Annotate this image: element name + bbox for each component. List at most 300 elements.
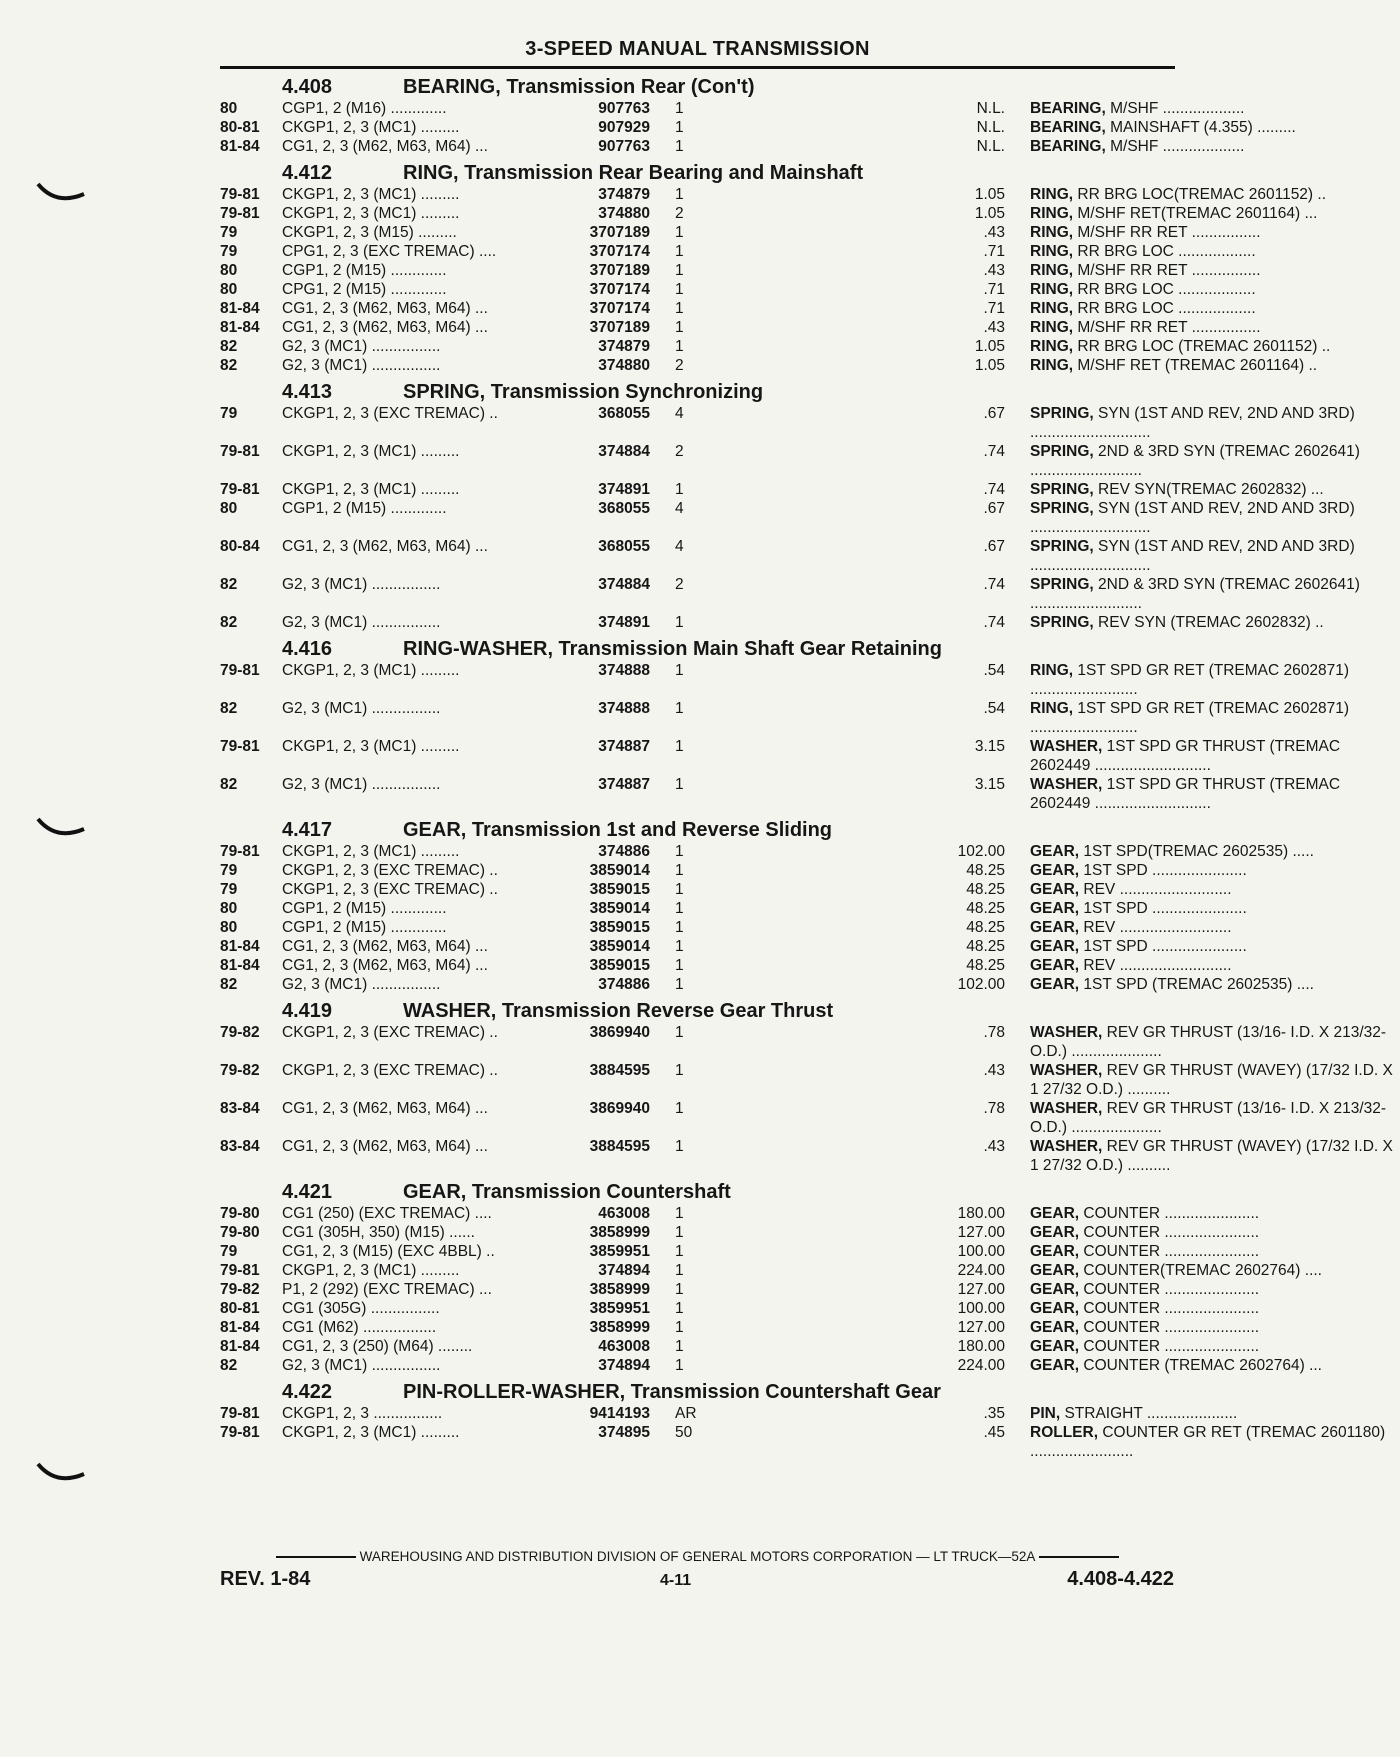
part-description	[1030, 613, 1400, 632]
description-keyword: GEAR,	[1030, 1224, 1080, 1241]
section-title: GEAR, Transmission Countershaft	[403, 1181, 731, 1203]
price: 224.00	[957, 1262, 1005, 1279]
quantity: 1	[675, 119, 684, 136]
table-row	[220, 956, 1232, 975]
part-description	[1030, 1423, 1400, 1461]
price: .67	[983, 405, 1005, 422]
model-year: 80	[220, 100, 238, 117]
section-header	[220, 632, 1175, 661]
quantity: 1	[675, 1024, 684, 1041]
model-year: 80	[220, 900, 238, 917]
part-description	[1030, 318, 1400, 337]
table-row	[220, 880, 1232, 899]
description-keyword: GEAR,	[1030, 1205, 1080, 1222]
quantity: 1	[675, 776, 684, 793]
section-number: 4.408	[282, 76, 333, 98]
section-title: PIN-ROLLER-WASHER, Transmission Countershaft Gear	[403, 1381, 941, 1403]
parts-list	[220, 70, 1393, 1461]
part-number: 463008	[598, 1205, 650, 1222]
model-year: 79	[220, 1243, 238, 1260]
model-code: CKGP1, 2, 3 (MC1) .........	[282, 205, 460, 222]
price: .67	[983, 538, 1005, 555]
description-text: 1ST SPD GR RET (TREMAC 2602871) .........................	[1030, 662, 1349, 698]
table-row	[220, 404, 1355, 442]
part-description	[1030, 956, 1400, 975]
part-number: 374879	[598, 186, 650, 203]
table-row	[220, 1404, 1238, 1423]
price: 3.15	[974, 738, 1005, 755]
model-code: G2, 3 (MC1) ................	[282, 338, 441, 355]
model-year: 79	[220, 243, 238, 260]
table-row	[220, 1356, 1322, 1375]
description-keyword: SPRING,	[1030, 443, 1094, 460]
price: .71	[983, 281, 1005, 298]
description-keyword: GEAR,	[1030, 919, 1080, 936]
section-header	[220, 1175, 1175, 1204]
description-text: REV GR THRUST (13/16- I.D. X 213/32- O.D.) .....................	[1030, 1100, 1387, 1136]
section-number: 4.412	[282, 162, 333, 184]
price: 1.05	[974, 357, 1005, 374]
model-code: CKGP1, 2, 3 (MC1) .........	[282, 186, 460, 203]
description-text: COUNTER ......................	[1079, 1338, 1260, 1355]
part-number: 9414193	[589, 1405, 650, 1422]
description-keyword: RING,	[1030, 224, 1074, 241]
table-row	[220, 185, 1327, 204]
model-year: 79-82	[220, 1024, 260, 1041]
part-number: 374880	[598, 357, 650, 374]
description-keyword: RING,	[1030, 700, 1074, 717]
table-row	[220, 937, 1247, 956]
description-keyword: GEAR,	[1030, 1319, 1080, 1336]
model-year: 83-84	[220, 1138, 260, 1155]
description-keyword: BEARING,	[1030, 119, 1106, 136]
part-description	[1030, 1242, 1400, 1261]
part-description	[1030, 1061, 1400, 1099]
model-year: 79-80	[220, 1224, 260, 1241]
model-year: 79-81	[220, 662, 260, 679]
section-number: 4.416	[282, 638, 333, 660]
model-code: G2, 3 (MC1) ................	[282, 700, 441, 717]
part-description	[1030, 1137, 1400, 1175]
model-year: 79-81	[220, 1405, 260, 1422]
part-number: 3859014	[589, 938, 650, 955]
description-text: MAINSHAFT (4.355) .........	[1105, 119, 1296, 136]
part-description	[1030, 204, 1400, 223]
part-description	[1030, 442, 1400, 480]
description-keyword: SPRING,	[1030, 500, 1094, 517]
table-row	[220, 899, 1247, 918]
quantity: 1	[675, 1281, 684, 1298]
table-row	[220, 280, 1256, 299]
table-row	[220, 337, 1331, 356]
part-description	[1030, 1337, 1400, 1356]
footer-division-text: WAREHOUSING AND DISTRIBUTION DIVISION OF GENERAL MOTORS CORPORATION — LT TRUCK—52A	[359, 1549, 1036, 1564]
part-description	[1030, 404, 1400, 442]
model-code: CKGP1, 2, 3 (MC1) .........	[282, 843, 460, 860]
model-year: 81-84	[220, 138, 260, 155]
description-text: SYN (1ST AND REV, 2ND AND 3RD) ............................	[1030, 538, 1355, 574]
model-code: CKGP1, 2, 3 (MC1) .........	[282, 443, 460, 460]
model-code: CKGP1, 2, 3 (EXC TREMAC) ..	[282, 405, 498, 422]
description-text: REV GR THRUST (WAVEY) (17/32 I.D. X 1 27/32 O.D.) ..........	[1030, 1138, 1393, 1174]
part-description	[1030, 899, 1400, 918]
model-year: 79-81	[220, 1262, 260, 1279]
price: 224.00	[957, 1357, 1005, 1374]
model-year: 81-84	[220, 1338, 260, 1355]
quantity: 1	[675, 1300, 684, 1317]
quantity: 1	[675, 900, 684, 917]
model-code: CKGP1, 2, 3 (MC1) .........	[282, 662, 460, 679]
quantity: 2	[675, 205, 684, 222]
page-number: 4-11	[660, 1572, 692, 1589]
part-number: 907929	[598, 119, 650, 136]
model-code: G2, 3 (MC1) ................	[282, 776, 441, 793]
table-row	[220, 318, 1261, 337]
description-text: COUNTER ......................	[1079, 1243, 1260, 1260]
part-description	[1030, 261, 1400, 280]
table-row	[220, 1242, 1260, 1261]
section-title: SPRING, Transmission Synchronizing	[403, 381, 764, 403]
quantity: 1	[675, 1338, 684, 1355]
quantity: 1	[675, 262, 684, 279]
description-keyword: RING,	[1030, 300, 1074, 317]
description-text: RR BRG LOC (TREMAC 2601152) ..	[1073, 338, 1331, 355]
price: .43	[983, 1062, 1005, 1079]
quantity: 1	[675, 243, 684, 260]
model-year: 82	[220, 776, 238, 793]
price: 1.05	[974, 338, 1005, 355]
model-year: 79	[220, 881, 238, 898]
part-number: 907763	[598, 138, 650, 155]
model-year: 79-81	[220, 1424, 260, 1441]
punch-hole-mark	[36, 180, 86, 206]
quantity: 1	[675, 138, 684, 155]
description-text: M/SHF RET(TREMAC 2601164) ...	[1073, 205, 1318, 222]
description-text: M/SHF RET (TREMAC 2601164) ..	[1073, 357, 1318, 374]
description-keyword: RING,	[1030, 243, 1074, 260]
price: 102.00	[957, 976, 1005, 993]
part-description	[1030, 1404, 1400, 1423]
part-description	[1030, 99, 1400, 118]
quantity: 1	[675, 300, 684, 317]
model-code: CG1 (305G) ................	[282, 1300, 440, 1317]
part-description	[1030, 480, 1400, 499]
part-description	[1030, 737, 1400, 775]
table-row	[220, 575, 1360, 613]
price: .71	[983, 243, 1005, 260]
price: 100.00	[957, 1300, 1005, 1317]
description-text: SYN (1ST AND REV, 2ND AND 3RD) ............................	[1030, 405, 1355, 441]
model-year: 80-84	[220, 538, 260, 555]
part-number: 907763	[598, 100, 650, 117]
price: .78	[983, 1024, 1005, 1041]
part-description	[1030, 537, 1400, 575]
description-keyword: WASHER,	[1030, 1100, 1103, 1117]
model-code: CG1 (305H, 350) (M15) ......	[282, 1224, 475, 1241]
section-number: 4.413	[282, 381, 333, 403]
section-number: 4.421	[282, 1181, 333, 1203]
section-number: 4.417	[282, 819, 333, 841]
model-code: CG1, 2, 3 (M62, M63, M64) ...	[282, 938, 488, 955]
price: .74	[983, 481, 1005, 498]
table-row	[220, 1318, 1260, 1337]
model-code: CKGP1, 2, 3 ................	[282, 1405, 443, 1422]
description-keyword: WASHER,	[1030, 1024, 1103, 1041]
part-number: 374891	[598, 614, 650, 631]
quantity: 4	[675, 538, 684, 555]
part-number: 3707189	[589, 224, 650, 241]
part-number: 374894	[598, 1262, 650, 1279]
table-row	[220, 1137, 1393, 1175]
description-keyword: GEAR,	[1030, 1243, 1080, 1260]
table-row	[220, 1423, 1386, 1461]
model-code: G2, 3 (MC1) ................	[282, 1357, 441, 1374]
model-code: CKGP1, 2, 3 (MC1) .........	[282, 1262, 460, 1279]
section-header	[220, 1375, 1175, 1404]
description-text: 2ND & 3RD SYN (TREMAC 2602641) ..........................	[1030, 576, 1360, 612]
model-year: 79-81	[220, 443, 260, 460]
price: .35	[983, 1405, 1005, 1422]
quantity: 1	[675, 957, 684, 974]
part-description	[1030, 775, 1400, 813]
description-text: 1ST SPD ......................	[1079, 862, 1247, 879]
model-code: CG1, 2, 3 (M62, M63, M64) ...	[282, 138, 488, 155]
price: 127.00	[957, 1281, 1005, 1298]
price: 48.25	[966, 957, 1005, 974]
part-number: 3884595	[589, 1138, 650, 1155]
description-keyword: ROLLER,	[1030, 1424, 1099, 1441]
description-text: M/SHF RR RET ................	[1073, 224, 1261, 241]
part-description	[1030, 861, 1400, 880]
table-row	[220, 1299, 1260, 1318]
model-year: 80	[220, 262, 238, 279]
model-year: 79-81	[220, 186, 260, 203]
model-year: 79-80	[220, 1205, 260, 1222]
model-code: CKGP1, 2, 3 (EXC TREMAC) ..	[282, 1024, 498, 1041]
table-row	[220, 137, 1245, 156]
price: 127.00	[957, 1224, 1005, 1241]
description-keyword: GEAR,	[1030, 1262, 1080, 1279]
table-row	[220, 1061, 1393, 1099]
table-row	[220, 261, 1261, 280]
footer-rule-left	[276, 1556, 356, 1558]
description-text: COUNTER ......................	[1079, 1205, 1260, 1222]
part-number: 3859014	[589, 862, 650, 879]
part-number: 374887	[598, 738, 650, 755]
model-code: CKGP1, 2, 3 (EXC TREMAC) ..	[282, 862, 498, 879]
part-number: 374888	[598, 662, 650, 679]
description-text: REV SYN(TREMAC 2602832) ...	[1093, 481, 1324, 498]
model-year: 79-82	[220, 1281, 260, 1298]
part-description	[1030, 880, 1400, 899]
model-year: 83-84	[220, 1100, 260, 1117]
model-year: 79-81	[220, 481, 260, 498]
price: .74	[983, 614, 1005, 631]
part-number: 374886	[598, 976, 650, 993]
description-text: REV ..........................	[1079, 919, 1232, 936]
model-year: 81-84	[220, 957, 260, 974]
price: .54	[983, 662, 1005, 679]
description-keyword: GEAR,	[1030, 1338, 1080, 1355]
part-number: 368055	[598, 405, 650, 422]
quantity: 1	[675, 100, 684, 117]
price: 48.25	[966, 862, 1005, 879]
section-title: RING, Transmission Rear Bearing and Mainshaft	[403, 162, 864, 184]
part-description	[1030, 1280, 1400, 1299]
part-number: 374888	[598, 700, 650, 717]
model-code: CKGP1, 2, 3 (EXC TREMAC) ..	[282, 881, 498, 898]
description-text: COUNTER ......................	[1079, 1300, 1260, 1317]
description-text: REV GR THRUST (WAVEY) (17/32 I.D. X 1 27/32 O.D.) ..........	[1030, 1062, 1393, 1098]
quantity: 1	[675, 1319, 684, 1336]
description-text: COUNTER(TREMAC 2602764) ....	[1079, 1262, 1322, 1279]
model-year: 81-84	[220, 300, 260, 317]
description-text: REV SYN (TREMAC 2602832) ..	[1093, 614, 1324, 631]
model-year: 79-82	[220, 1062, 260, 1079]
part-description	[1030, 842, 1400, 861]
part-number: 374880	[598, 205, 650, 222]
part-number: 374884	[598, 443, 650, 460]
description-keyword: GEAR,	[1030, 900, 1080, 917]
part-number: 3859015	[589, 881, 650, 898]
part-number: 374884	[598, 576, 650, 593]
quantity: 1	[675, 1243, 684, 1260]
part-number: 3859015	[589, 957, 650, 974]
part-number: 3707189	[589, 319, 650, 336]
quantity: 1	[675, 662, 684, 679]
description-keyword: RING,	[1030, 262, 1074, 279]
quantity: 1	[675, 1062, 684, 1079]
model-code: CGP1, 2 (M15) .............	[282, 919, 447, 936]
part-number: 374891	[598, 481, 650, 498]
quantity: 1	[675, 881, 684, 898]
model-code: G2, 3 (MC1) ................	[282, 614, 441, 631]
price: 180.00	[957, 1338, 1005, 1355]
model-year: 79-81	[220, 738, 260, 755]
description-text: COUNTER GR RET (TREMAC 2601180) ........................	[1030, 1424, 1386, 1460]
table-row	[220, 918, 1232, 937]
price: .67	[983, 500, 1005, 517]
quantity: 1	[675, 1205, 684, 1222]
punch-hole-mark	[36, 815, 86, 841]
model-year: 79-81	[220, 205, 260, 222]
description-keyword: SPRING,	[1030, 614, 1094, 631]
part-description	[1030, 1204, 1400, 1223]
price: 127.00	[957, 1319, 1005, 1336]
price: 100.00	[957, 1243, 1005, 1260]
table-row	[220, 1223, 1260, 1242]
quantity: 1	[675, 319, 684, 336]
section-title: GEAR, Transmission 1st and Reverse Sliding	[403, 819, 833, 841]
model-year: 79-81	[220, 843, 260, 860]
quantity: 1	[675, 738, 684, 755]
model-code: CGP1, 2 (M16) .............	[282, 100, 447, 117]
table-row	[220, 1261, 1322, 1280]
description-text: SYN (1ST AND REV, 2ND AND 3RD) ............................	[1030, 500, 1355, 536]
description-keyword: GEAR,	[1030, 1300, 1080, 1317]
table-row	[220, 499, 1355, 537]
model-year: 82	[220, 357, 238, 374]
part-description	[1030, 1318, 1400, 1337]
part-description	[1030, 661, 1400, 699]
section-range: 4.408-4.422	[1067, 1568, 1174, 1590]
part-description	[1030, 223, 1400, 242]
quantity: 1	[675, 338, 684, 355]
part-description	[1030, 118, 1400, 137]
model-code: CKGP1, 2, 3 (MC1) .........	[282, 738, 460, 755]
description-keyword: GEAR,	[1030, 881, 1080, 898]
price: 1.05	[974, 186, 1005, 203]
description-text: M/SHF RR RET ................	[1073, 262, 1261, 279]
model-code: CG1, 2, 3 (M62, M63, M64) ...	[282, 1100, 488, 1117]
table-row	[220, 1337, 1260, 1356]
model-code: CPG1, 2 (M15) .............	[282, 281, 447, 298]
description-text: RR BRG LOC ..................	[1073, 281, 1256, 298]
section-title: WASHER, Transmission Reverse Gear Thrust	[403, 1000, 834, 1022]
part-number: 3869940	[589, 1100, 650, 1117]
description-keyword: SPRING,	[1030, 538, 1094, 555]
model-code: P1, 2 (292) (EXC TREMAC) ...	[282, 1281, 492, 1298]
model-code: CG1, 2, 3 (M62, M63, M64) ...	[282, 300, 488, 317]
section-header	[220, 375, 1175, 404]
price: .43	[983, 262, 1005, 279]
model-code: CGP1, 2 (M15) .............	[282, 262, 447, 279]
description-keyword: BEARING,	[1030, 100, 1106, 117]
price: N.L.	[976, 100, 1005, 117]
model-code: G2, 3 (MC1) ................	[282, 576, 441, 593]
part-description	[1030, 1356, 1400, 1375]
model-code: CG1, 2, 3 (M62, M63, M64) ...	[282, 1138, 488, 1155]
quantity: 1	[675, 224, 684, 241]
model-code: CG1, 2, 3 (M62, M63, M64) ...	[282, 957, 488, 974]
table-row	[220, 737, 1341, 775]
description-keyword: GEAR,	[1030, 862, 1080, 879]
model-year: 81-84	[220, 1319, 260, 1336]
model-code: CG1 (M62) .................	[282, 1319, 437, 1336]
table-row	[220, 1023, 1387, 1061]
quantity: 1	[675, 976, 684, 993]
model-year: 80	[220, 281, 238, 298]
section-header	[220, 994, 1175, 1023]
part-number: 3707189	[589, 262, 650, 279]
price: .43	[983, 319, 1005, 336]
part-number: 3884595	[589, 1062, 650, 1079]
table-row	[220, 842, 1314, 861]
description-keyword: GEAR,	[1030, 938, 1080, 955]
description-text: 1ST SPD (TREMAC 2602535) ....	[1079, 976, 1314, 993]
price: N.L.	[976, 138, 1005, 155]
section-title: BEARING, Transmission Rear (Con't)	[403, 76, 755, 98]
table-row	[220, 299, 1256, 318]
page-title: 3-SPEED MANUAL TRANSMISSION	[525, 38, 870, 60]
table-row	[220, 775, 1341, 813]
model-code: CG1, 2, 3 (M62, M63, M64) ...	[282, 319, 488, 336]
part-number: 3858999	[589, 1224, 650, 1241]
quantity: 1	[675, 481, 684, 498]
table-row	[220, 975, 1314, 994]
part-number: 3707174	[589, 300, 650, 317]
model-year: 80-81	[220, 119, 260, 136]
model-code: CKGP1, 2, 3 (MC1) .........	[282, 1424, 460, 1441]
part-description	[1030, 280, 1400, 299]
description-keyword: WASHER,	[1030, 1062, 1103, 1079]
description-text: M/SHF RR RET ................	[1073, 319, 1261, 336]
description-text: M/SHF ...................	[1105, 138, 1245, 155]
model-year: 82	[220, 976, 238, 993]
description-keyword: RING,	[1030, 186, 1074, 203]
model-year: 82	[220, 614, 238, 631]
table-row	[220, 99, 1245, 118]
